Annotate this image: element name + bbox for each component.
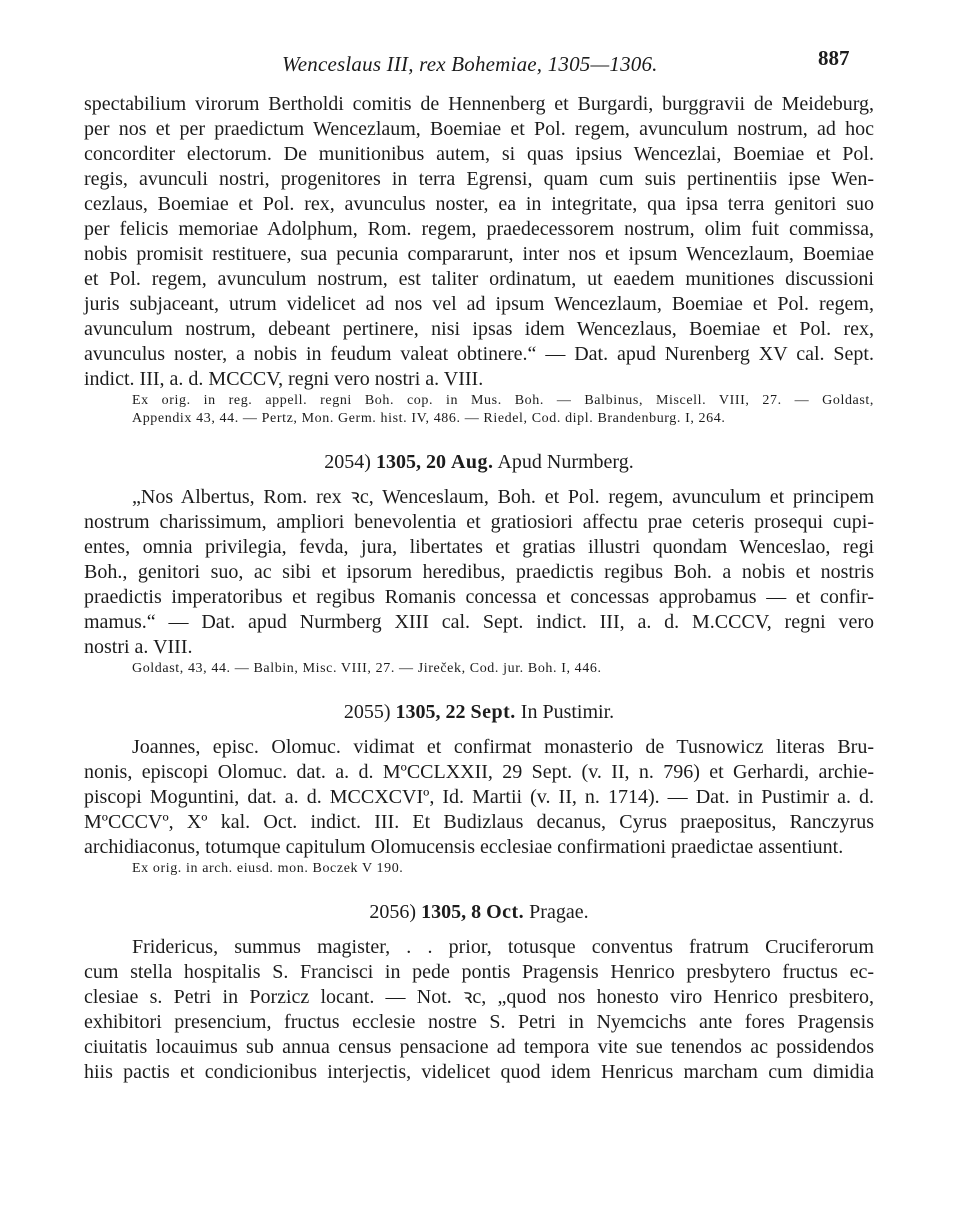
entry-month: Aug. bbox=[450, 451, 494, 473]
text-line: avunculus noster, a nobis in feudum valeat obtinere.“ — Dat. apud Nurenberg XV cal. Sept. bbox=[84, 343, 874, 365]
source-line: Goldast, 43, 44. — Balbin, Misc. VIII, 27. — Jireček, Cod. jur. Boh. I, 446. bbox=[132, 661, 602, 676]
text-line: clesiae s. Petri in Porzicz locant. — Not. ꝛc, „quod nos honesto viro Henrico presbitero, bbox=[84, 986, 874, 1008]
text-line: Joannes, episc. Olomuc. vidimat et confirmat monasterio de Tusnowicz literas Bru- bbox=[132, 736, 874, 758]
entry-text-2056 bbox=[84, 935, 874, 1085]
entry-number: 2054) bbox=[324, 451, 371, 473]
entry-month: Oct. bbox=[486, 901, 525, 923]
text-line: per felicis memoriae Adolphum, Rom. regem, praedecessorem nostrum, olim fuit commissa, bbox=[84, 218, 874, 240]
entry-heading-2056 bbox=[84, 900, 874, 925]
text-line: „Nos Albertus, Rom. rex ꝛc, Wenceslaum, Boh. et Pol. regem, avunculum et principem bbox=[132, 486, 874, 508]
text-line: spectabilium virorum Bertholdi comitis de Hennenberg et Burgardi, burggravii de Meideburg, bbox=[84, 93, 874, 115]
entry-date: 1305, 20 bbox=[375, 451, 446, 473]
text-line: per nos et per praedictum Wencezlaum, Boemiae et Pol. regem, avunculum nostrum, ad hoc bbox=[84, 118, 874, 140]
entry-place: Apud Nurmberg. bbox=[497, 451, 634, 473]
source-citation bbox=[84, 392, 874, 428]
text-line: hiis pactis et condicionibus interjectis, videlicet quod idem Henricus marcham cum dimidia bbox=[84, 1061, 874, 1083]
text-line: juris subjaceant, utrum videlicet ad nos vel ad ipsum Wencezlaum, Boemiae et Pol. regem, bbox=[84, 293, 874, 315]
text-line: piscopi Moguntini, dat. a. d. MCCXCVIº, Id. Martii (v. II, n. 1714). — Dat. in Pustimir a. d. bbox=[84, 786, 874, 808]
entry-place: In Pustimir. bbox=[520, 701, 615, 723]
source-line: Ex orig. in reg. appell. regni Boh. cop. in Mus. Boh. — Balbinus, Miscell. VIII, 27. — Goldast, bbox=[132, 393, 874, 408]
text-line: cezlaus, Boemiae et Pol. rex, avunculus noster, ea in integritate, qua ipsa terra genitori suo bbox=[84, 193, 874, 215]
entry-heading-2055 bbox=[84, 700, 874, 725]
page-number: 887 bbox=[818, 46, 850, 70]
entry-text-2055 bbox=[84, 735, 874, 860]
entry-date: 1305, 8 bbox=[421, 901, 482, 923]
running-title: Wenceslaus III, rex Bohemiae, 1305—1306. bbox=[282, 52, 658, 76]
entry-number: 2056) bbox=[369, 901, 417, 923]
text-line: nobis promisit restituere, sua pecunia compararunt, inter nos et ipsum Wencezlaum, Boemiae bbox=[84, 243, 874, 265]
entry-place: Pragae. bbox=[529, 901, 589, 923]
text-line: MºCCCVº, Xº kal. Oct. indict. III. Et Budizlaus decanus, Cyrus praepositus, Ranczyrus bbox=[84, 811, 874, 833]
text-line: exhibitori presencium, fructus ecclesie nostre S. Petri in Nyemcichs ante fores Pragensis bbox=[84, 1011, 874, 1033]
text-line: Boh., genitori suo, ac sibi et ipsorum heredibus, praedictis regibus Boh. a nobis et nostris bbox=[84, 561, 874, 583]
entry-heading-2054 bbox=[84, 450, 874, 475]
text-line: mamus.“ — Dat. apud Nurmberg XIII cal. Sept. indict. III, a. d. M.CCCV, regni vero bbox=[84, 611, 874, 633]
text-line: ciuitatis locauimus sub annua census pensacione ad tempora vite sue tenendos ac possidendos bbox=[84, 1036, 874, 1058]
text-line: regis, avunculi nostri, progenitores in terra Egrensi, quam cum suis pertinentiis ipse Wen- bbox=[84, 168, 874, 190]
page-body bbox=[84, 92, 874, 1085]
text-line: avunculum nostrum, debeant pertinere, nisi ipsas idem Wencezlaus, Boemiae et Pol. rex, bbox=[84, 318, 874, 340]
text-line: nostrum charissimum, ampliori benevolentia et gratiosiori affectu prae ceteris prosequi cupi- bbox=[84, 511, 874, 533]
text-line: Fridericus, summus magister, . . prior, totusque conventus fratrum Cruciferorum bbox=[132, 936, 874, 958]
entry-text-2054 bbox=[84, 485, 874, 660]
entry-month: Sept. bbox=[470, 701, 516, 723]
source-citation bbox=[84, 860, 874, 878]
text-line: archidiaconus, totumque capitulum Olomucensis ecclesiae confirmationi praedictae assentiunt. bbox=[84, 836, 844, 858]
text-line: et Pol. regem, avunculum nostrum, est taliter ordinatum, ut eaedem munitiones discussioni bbox=[84, 268, 874, 290]
text-line: concorditer electorum. De munitionibus autem, si quas ipsius Wencezlai, Boemiae et Pol. bbox=[84, 143, 874, 165]
page-header bbox=[0, 46, 960, 86]
source-line: Appendix 43, 44. — Pertz, Mon. Germ. hist. IV, 486. — Riedel, Cod. dipl. Brandenburg. I, 264. bbox=[132, 411, 726, 426]
text-line: praedictis imperatoribus et regibus Romanis concessa et concessas approbamus — et confir- bbox=[84, 586, 874, 608]
text-line: entes, omnia privilegia, fevda, jura, libertates et gratias illustri quondam Wenceslao, regi bbox=[84, 536, 874, 558]
text-line: cum stella hospitalis S. Francisci in pede pontis Pragensis Henrico presbytero fructus ec- bbox=[84, 961, 874, 983]
text-line: nostri a. VIII. bbox=[84, 636, 193, 658]
source-citation bbox=[84, 660, 874, 678]
text-line: indict. III, a. d. MCCCV, regni vero nostri a. VIII. bbox=[84, 368, 484, 390]
text-line: nonis, episcopi Olomuc. dat. a. d. MºCCLXXII, 29 Sept. (v. II, n. 796) et Gerhardi, archie- bbox=[84, 761, 874, 783]
entry-date: 1305, 22 bbox=[395, 701, 466, 723]
continuation-text bbox=[84, 92, 874, 392]
entry-number: 2055) bbox=[343, 701, 391, 723]
source-line: Ex orig. in arch. eiusd. mon. Boczek V 190. bbox=[132, 861, 404, 876]
